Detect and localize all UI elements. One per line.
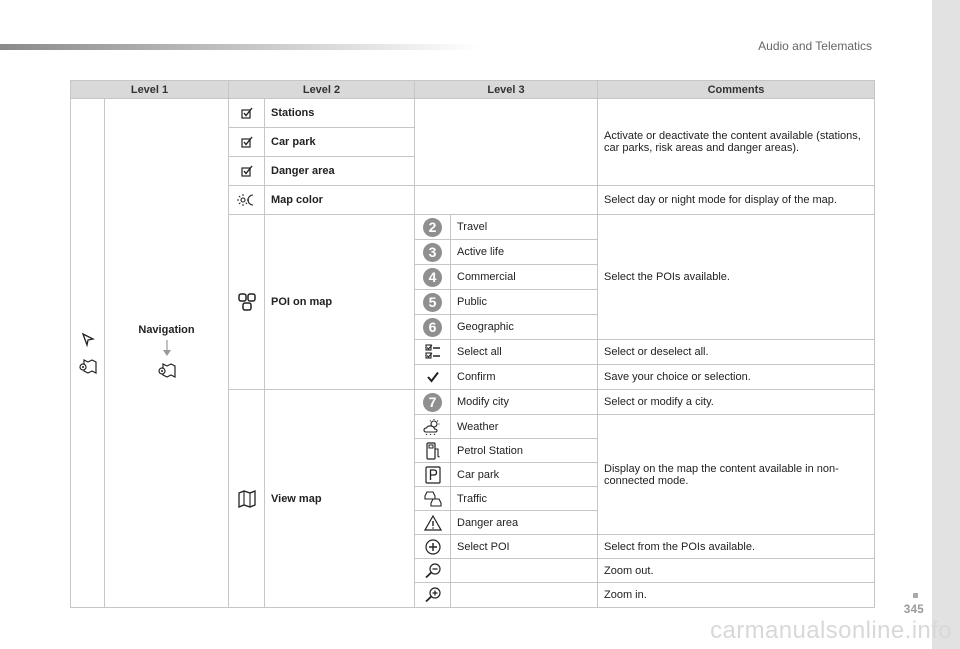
poi-icon[interactable] xyxy=(237,292,257,312)
zoom-in-empty-cell xyxy=(451,583,598,608)
weather-icon-cell xyxy=(415,415,451,439)
map-color-label[interactable]: Map color xyxy=(265,186,415,215)
header-gradient-bar xyxy=(0,44,480,50)
car-park-view-label[interactable]: Car park xyxy=(451,463,598,487)
level1-icons-cell xyxy=(71,99,105,608)
page-side-tab xyxy=(932,0,960,649)
map-settings-icon xyxy=(158,361,176,379)
badge-cell xyxy=(415,290,451,315)
danger-icon-cell xyxy=(415,511,451,535)
number-badge: 6 xyxy=(423,318,442,337)
level3-empty-cell xyxy=(415,99,598,186)
stations-label[interactable]: Stations xyxy=(265,99,415,128)
petrol-station-label[interactable]: Petrol Station xyxy=(451,439,598,463)
number-badge: 7 xyxy=(423,393,442,412)
public-label[interactable]: Public xyxy=(451,290,598,315)
view-map-label[interactable]: View map xyxy=(265,390,415,608)
column-header: Level 1 xyxy=(71,81,229,99)
poi-on-map-label[interactable]: POI on map xyxy=(265,215,415,390)
view-map-icon-cell xyxy=(229,390,265,608)
map-icon[interactable] xyxy=(237,490,257,508)
number-badge: 2 xyxy=(423,218,442,237)
select-poi-icon-cell xyxy=(415,535,451,559)
active-life-label[interactable]: Active life xyxy=(451,240,598,265)
checkbox-icon[interactable] xyxy=(241,136,253,148)
zoom-out-icon-cell xyxy=(415,559,451,583)
modify-city-label[interactable]: Modify city xyxy=(451,390,598,415)
poi-icon-cell xyxy=(229,215,265,390)
plus-circle-icon[interactable] xyxy=(425,539,441,555)
select-all-icon[interactable] xyxy=(425,344,441,360)
commercial-label[interactable]: Commercial xyxy=(451,265,598,290)
checkbox-icon[interactable] xyxy=(241,165,253,177)
select-poi-comment: Select from the POIs available. xyxy=(598,535,875,559)
danger-area-label[interactable]: Danger area xyxy=(265,157,415,186)
confirm-comment: Save your choice or selection. xyxy=(598,365,875,390)
checkbox-icon-cell xyxy=(229,157,265,186)
checkbox-icon-cell xyxy=(229,99,265,128)
confirm-icon-cell xyxy=(415,365,451,390)
badge-cell xyxy=(415,215,451,240)
level1-navigation-cell xyxy=(105,99,229,608)
car-park-label[interactable]: Car park xyxy=(265,128,415,157)
arrow-down-icon xyxy=(162,340,172,358)
navigation-arrow-icon xyxy=(80,331,96,347)
menu-table xyxy=(70,80,875,608)
level3-empty-cell xyxy=(415,186,598,215)
day-night-icon-cell xyxy=(229,186,265,215)
badge-cell xyxy=(415,240,451,265)
day-night-icon[interactable] xyxy=(237,193,257,207)
select-all-icon-cell xyxy=(415,340,451,365)
view-comment: Display on the map the content available in non-connected mode. xyxy=(598,415,875,535)
content-comment: Activate or deactivate the content available (stations, car parks, risk areas and danger areas). xyxy=(598,99,875,186)
weather-icon[interactable] xyxy=(422,419,444,435)
traffic-icon[interactable] xyxy=(423,490,443,508)
zoom-in-icon-cell xyxy=(415,583,451,608)
column-header: Level 2 xyxy=(229,81,415,99)
zoom-out-icon[interactable] xyxy=(424,563,442,579)
parking-icon-cell xyxy=(415,463,451,487)
badge-cell xyxy=(415,390,451,415)
zoom-out-comment: Zoom out. xyxy=(598,559,875,583)
geographic-label[interactable]: Geographic xyxy=(451,315,598,340)
zoom-out-empty-cell xyxy=(451,559,598,583)
number-badge: 4 xyxy=(423,268,442,287)
number-badge: 5 xyxy=(423,293,442,312)
poi-comment: Select the POIs available. xyxy=(598,215,875,340)
navigation-label: Navigation xyxy=(138,324,195,336)
parking-icon[interactable] xyxy=(425,466,441,484)
page-marker xyxy=(913,593,918,598)
page-number: 345 xyxy=(903,604,924,616)
petrol-icon-cell xyxy=(415,439,451,463)
checkmark-icon[interactable] xyxy=(427,371,439,383)
map-settings-icon xyxy=(79,357,97,375)
map-color-comment: Select day or night mode for display of the map. xyxy=(598,186,875,215)
modify-city-comment: Select or modify a city. xyxy=(598,390,875,415)
zoom-in-comment: Zoom in. xyxy=(598,583,875,608)
travel-label[interactable]: Travel xyxy=(451,215,598,240)
badge-cell xyxy=(415,315,451,340)
select-all-comment: Select or deselect all. xyxy=(598,340,875,365)
fuel-pump-icon[interactable] xyxy=(425,442,441,460)
select-poi-label[interactable]: Select POI xyxy=(451,535,598,559)
traffic-label[interactable]: Traffic xyxy=(451,487,598,511)
table-row xyxy=(71,99,875,128)
traffic-icon-cell xyxy=(415,487,451,511)
section-title: Audio and Telematics xyxy=(758,39,872,53)
weather-label[interactable]: Weather xyxy=(451,415,598,439)
column-header: Comments xyxy=(598,81,875,99)
warning-triangle-icon[interactable] xyxy=(424,515,442,531)
confirm-label[interactable]: Confirm xyxy=(451,365,598,390)
danger-area-view-label[interactable]: Danger area xyxy=(451,511,598,535)
badge-cell xyxy=(415,265,451,290)
zoom-in-icon[interactable] xyxy=(424,587,442,603)
checkbox-icon-cell xyxy=(229,128,265,157)
watermark: carmanualsonline.info xyxy=(710,617,952,644)
checkbox-icon[interactable] xyxy=(241,107,253,119)
table-header-row xyxy=(71,81,875,99)
number-badge: 3 xyxy=(423,243,442,262)
column-header: Level 3 xyxy=(415,81,598,99)
select-all-label[interactable]: Select all xyxy=(451,340,598,365)
